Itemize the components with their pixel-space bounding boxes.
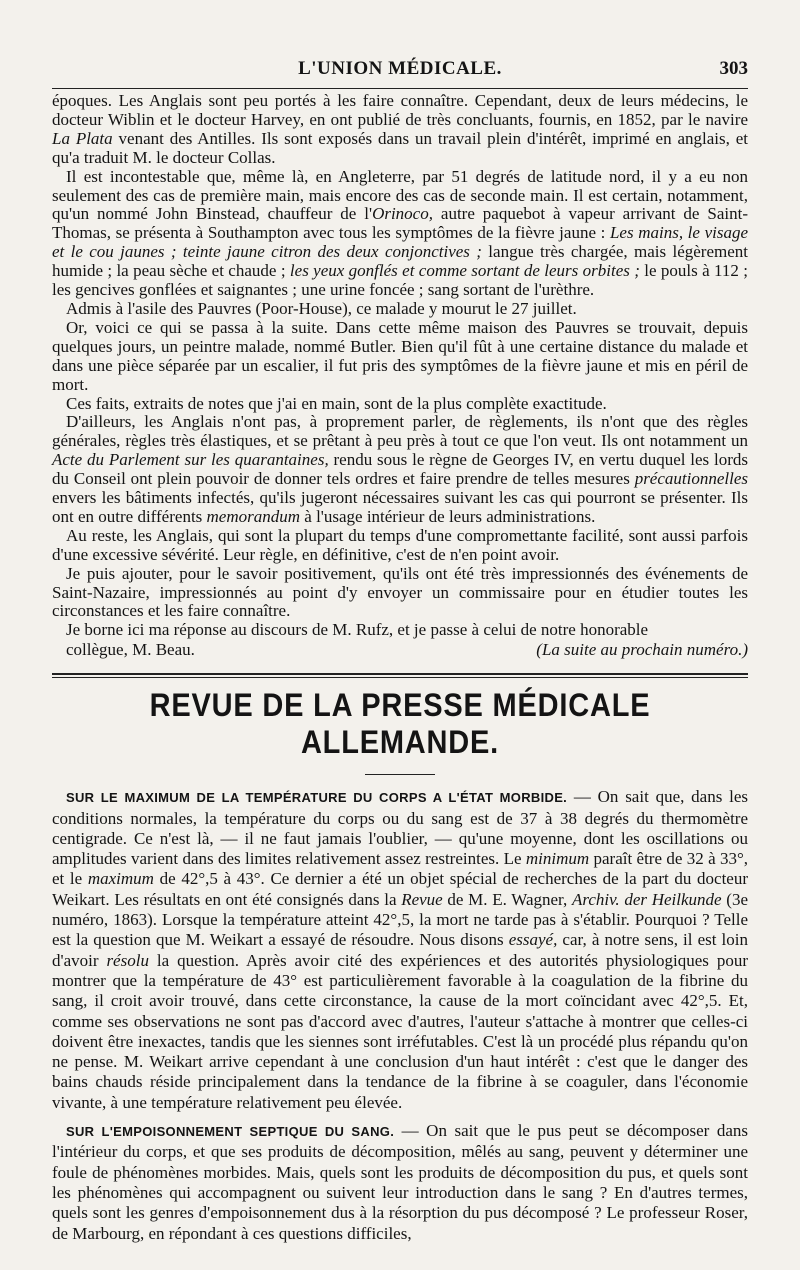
paragraph: Je puis ajouter, pour le savoir positivement, qu'ils ont été très impressionnés des événements de Saint-Nazaire, impressionnés au point d'y envoyer un commissaire pour en étudier toutes les circonstances et les faire connaître. — [52, 563, 748, 621]
paragraph: époques. Les Anglais sont peu portés à les faire connaître. Cependant, deux de leurs médecins, le docteur Wiblin et le docteur Harvey, en ont publié de très concluants, fournis, en 1852, par le navire La Plata venant des Antilles. Ils sont exposés dans un travail plein d'intérêt, imprimé en anglais, et qu'a traduit M. le docteur Collas. — [52, 91, 748, 167]
italic-text: précautionnelles — [634, 469, 748, 489]
italic-text: Orinoco, — [372, 204, 433, 224]
paragraph: Admis à l'asile des Pauvres (Poor-House), ce malade y mourut le 27 juillet. — [66, 298, 577, 318]
article-signoff — [52, 640, 748, 659]
paragraph: D'ailleurs, les Anglais n'ont pas, à proprement parler, de règlements, ils n'ont que des règles générales, règles très élastiques, et se prêtant à peu près à tout ce que l'on veut. Ils ont notamment un Acte du Parlement sur les quarantaines, rendu sous le règne de Georges IV, en vertu duquel les lords du Conseil ont plein pouvoir de donner tels ordres et faire prendre de telles mesures précautionnelles envers les bâtiments infectés, qu'ils jugeront nécessaires suivant les cas qui pourront se présenter. Ils ont en outre différents memorandum à l'usage intérieur de leurs administrations. — [52, 412, 748, 526]
article-body: — On sait que le pus peut se décomposer dans l'intérieur du corps, et que ses produits de décomposition, mêlés au sang, peuvent y déterminer une foule de phénomènes morbides. Mais, quels sont les produits de décomposition du pus, et quels sont les phénomènes qui accompagnent ou suivent leur introduction dans le sang ? En d'autres termes, quels sont les genres d'empoisonnement dus à la résorption du pus décomposé ? Le professeur Roser, de Marbourg, en répondant à ces questions difficiles, — [52, 1121, 748, 1243]
article-body: — On sait que, dans les conditions normales, la température du corps ou du sang est de 37 à 38 degrés du thermomètre centigrade. Ce n'est là, — il ne faut jamais l'oublier, — qu'une moyenne, dont les oscillations ou amplitudes varient dans des limites relativement assez restreintes. Le minimum paraît être de 32 à 33°, et le maximum de 42°,5 à 43°. Ce dernier a été un objet spécial de recherches de la part du docteur Weikart. Les résultats en ont été consignés dans la Revue de M. E. Wagner, Archiv. der Heilkunde (3e numéro, 1863). Lorsque la température atteint 42°,5, la mort ne tarde pas à s'établir. Pourquoi ? Telle est la question que M. Weikart a essayé de résoudre. Nous disons essayé, car, à notre sens, il est loin d'avoir résolu la question. Après avoir cité des expériences et des autorités physiologiques pour montrer que la température de 43° est particulièrement favorable à la coagulation de la fibrine du sang, il croit avoir trouvé, dans cette circonstance, la cause de la mort coïncidant avec 42°,5. Et, comme ses observations ne sont pas d'accord avec d'autres, l'auteur s'attache à montrer que celles-ci doivent être inexactes, tandis que les siennes sont irréfutables. C'est là un procédé plus répandu qu'on ne pense. M. Weikart arrive cependant à une conclusion d'un haut intérêt : c'est que le danger des bains chauds réside principalement dans la tendance de la fibrine à se coaguler, dans l'économie vivante, à une température relativement peu élevée. — [52, 787, 749, 1112]
italic-text: La Plata — [52, 128, 113, 148]
italic-text: Les mains, le visage et le cou jaunes ; teinte jaune citron des deux conjonctives ; — [52, 223, 748, 262]
italic-text: les yeux gonflés et comme sortant de leurs orbites ; — [289, 261, 640, 281]
article-lead-heading: SUR L'EMPOISONNEMENT SEPTIQUE DU SANG. — [66, 1124, 395, 1140]
italic-text: Acte du Parlement sur les quarantaines, — [52, 450, 329, 470]
page-number: 303 — [719, 58, 748, 79]
italic-text: minimum — [525, 849, 590, 869]
paragraph: Or, voici ce qui se passa à la suite. Dans cette même maison des Pauvres se trouvait, depuis quelques jours, un peintre malade, nommé Butler. Bien qu'il fût à une certaine distance du malade et dans une pièce séparée par un escalier, il fut pris des symptômes de la fièvre jaune et mis en péril de mort. — [52, 317, 748, 394]
italic-text: résolu — [106, 950, 149, 970]
running-header — [52, 0, 748, 92]
paragraph: Au reste, les Anglais, qui sont la plupart du temps d'une compromettante facilité, sont aussi parfois d'une excessive sévérité. Leur règle, en définitive, c'est de n'en point avoir. — [52, 525, 748, 564]
italic-text: essayé, — [508, 930, 558, 950]
signoff-text: collègue, M. Beau. — [66, 640, 195, 660]
paragraph: Ces faits, extraits de notes que j'ai en main, sont de la plus complète exactitude. — [66, 393, 607, 413]
italic-text: memorandum — [206, 506, 301, 526]
paragraph: Je borne ici ma réponse au discours de M. Rufz, et je passe à celui de notre honorable — [66, 620, 649, 640]
article-septic-poisoning — [52, 1121, 748, 1244]
header-rule — [52, 88, 748, 89]
paragraph: Il est incontestable que, même là, en Angleterre, par 51 degrés de latitude nord, il y a eu non seulement des cas de première main, mais encore des cas de seconde main. Il est certain, notamment, qu'un nommé John Binstead, chauffeur de l'Orinoco, autre paquebot à vapeur arrivant de Saint-Thomas, se présenta à Southampton avec tous les symptômes de la fièvre jaune : Les mains, le visage et le cou jaunes ; teinte jaune citron des deux conjonctives ; langue très chargée, mais légèrement humide ; la peau sèche et chaude ; les yeux gonflés et comme sortant de leurs orbites ; le pouls à 112 ; les gencives gonflées et saignantes ; une urine foncée ; sang sortant de l'urèthre. — [52, 166, 749, 300]
section-double-rule — [52, 673, 748, 678]
section-short-rule — [365, 774, 435, 775]
italic-text: Revue — [401, 889, 443, 909]
article-temperature-maximum — [52, 787, 748, 1113]
italic-text: Archiv. der Heilkunde — [571, 889, 722, 909]
section-title: REVUE DE LA PRESSE MÉDICALE ALLEMANDE. — [149, 688, 651, 762]
article-lead-heading: SUR LE MAXIMUM DE LA TEMPÉRATURE DU CORPS A L'ÉTAT MORBIDE. — [66, 790, 568, 806]
article-continuation — [52, 92, 748, 640]
italic-text: maximum — [87, 869, 154, 889]
continued-note: (La suite au prochain numéro.) — [536, 640, 748, 660]
running-title: L'UNION MÉDICALE. — [298, 58, 502, 79]
